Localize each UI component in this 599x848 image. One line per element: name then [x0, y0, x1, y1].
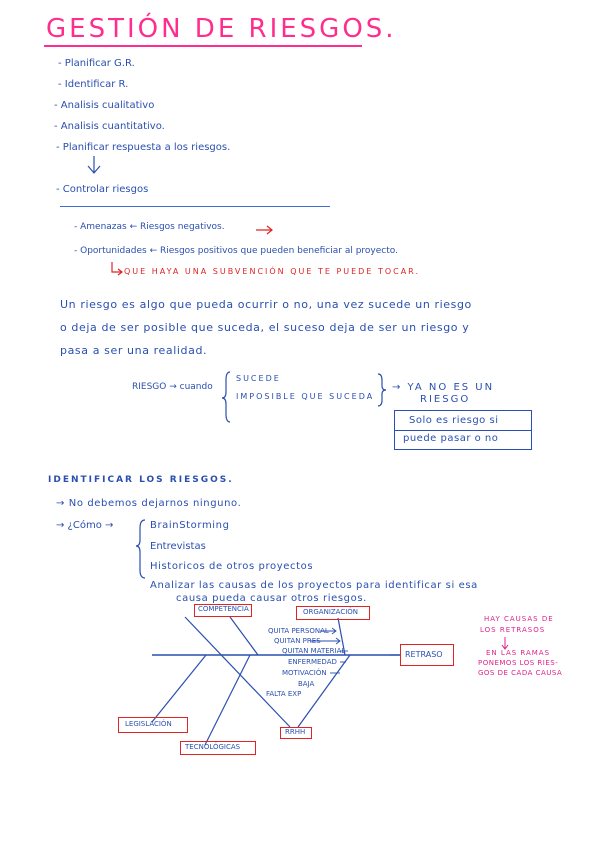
solo-box-line: puede pasar o no: [403, 433, 499, 444]
side-note-line: GOS DE CADA CAUSA: [478, 669, 563, 677]
step-item: - Analisis cuantitativo.: [54, 121, 165, 132]
method-item: Entrevistas: [150, 541, 206, 552]
solo-box-line: Solo es riesgo si: [409, 415, 499, 426]
identificar-title: IDENTIFICAR LOS RIESGOS.: [48, 475, 234, 485]
side-note-line: HAY CAUSAS DE: [484, 615, 554, 623]
organizacion-label: ORGANIZACIÓN: [303, 608, 359, 616]
rrhh-box: [280, 727, 312, 739]
step-item: - Planificar G.R.: [58, 58, 135, 69]
solo-box: [394, 410, 532, 450]
tecnologicas-label: TECNOLÓGICAS: [185, 743, 241, 751]
analizar-line: causa pueda causar otros riesgos.: [176, 593, 367, 604]
legislacion-box: [118, 717, 188, 733]
cause-item: BAJA: [298, 680, 315, 688]
amenazas-line: - Amenazas ← Riesgos negativos.: [74, 222, 225, 232]
step-item: - Analisis cualitativo: [54, 100, 155, 111]
brace-icon: [378, 374, 386, 406]
organizacion-box: [296, 606, 370, 620]
method-item: Historicos de otros proyectos: [150, 561, 314, 572]
brace-icon: [136, 520, 145, 578]
step-item: - Planificar respuesta a los riesgos.: [56, 142, 231, 153]
cause-item: QUITAN PRES: [274, 637, 321, 645]
side-note-line: PONEMOS LOS RIES-: [478, 659, 559, 667]
oportunidades-line: - Oportunidades ← Riesgos positivos que pueden beneficiar al proyecto.: [74, 246, 398, 256]
section-separator: [60, 206, 330, 207]
subvencion-note: QUE HAYA UNA SUBVENCIÓN QUE TE PUEDE TOCAR.: [124, 267, 420, 276]
cause-item: ENFERMEDAD: [288, 658, 337, 666]
step-item: - Controlar riesgos: [56, 184, 149, 195]
cause-item: FALTA EXP: [266, 690, 302, 698]
fishbone-bone: [205, 655, 250, 745]
rrhh-label: RRHH: [285, 728, 306, 736]
legislacion-label: LEGISLACIÓN: [125, 720, 172, 728]
ya-no-label: → YA NO ES UN: [392, 382, 495, 393]
cause-item: QUITAN MATERIAL: [282, 647, 346, 655]
tecnologicas-box: [180, 741, 256, 755]
competencia-box: [194, 604, 252, 617]
fishbone-bone: [230, 617, 258, 655]
competencia-label: COMPETENCIA: [198, 605, 249, 613]
imposible-label: IMPOSIBLE QUE SUCEDA: [236, 392, 375, 401]
side-note-line: EN LAS RAMAS: [486, 649, 551, 657]
retraso-label: RETRASO: [405, 650, 443, 659]
step-item: - Identificar R.: [58, 79, 129, 90]
cause-item: QUITA PERSONAL: [268, 627, 329, 635]
definition-line: Un riesgo es algo que pueda ocurrir o no, una vez sucede un riesgo: [60, 298, 472, 311]
fishbone-bone: [152, 655, 206, 722]
method-item: BrainStorming: [150, 520, 230, 531]
analizar-line: Analizar las causas de los proyectos para identificar si esa: [150, 580, 478, 591]
brace-icon: [222, 372, 230, 422]
cause-item: MOTIVACIÓN: [282, 669, 327, 677]
sucede-label: SUCEDE: [236, 374, 281, 383]
definition-line: o deja de ser posible que suceda, el suceso deja de ser un riesgo y: [60, 321, 470, 334]
riesgo-word: RIESGO: [420, 394, 471, 405]
red-arrow-icon: [256, 226, 272, 234]
definition-line: pasa a ser una realidad.: [60, 344, 208, 357]
como-label: → ¿Cómo →: [56, 520, 114, 531]
riesgo-label: RIESGO → cuando: [132, 382, 213, 392]
no-dejar-line: → No debemos dejarnos ninguno.: [56, 498, 242, 509]
page-title: GESTIÓN DE RIESGOS.: [46, 14, 397, 44]
red-hook-arrow-icon: [112, 262, 122, 275]
pink-arrow-icon: [502, 637, 508, 649]
side-note-line: LOS RETRASOS: [480, 626, 546, 634]
retraso-box: [400, 644, 454, 666]
down-arrow-icon: [88, 156, 100, 173]
